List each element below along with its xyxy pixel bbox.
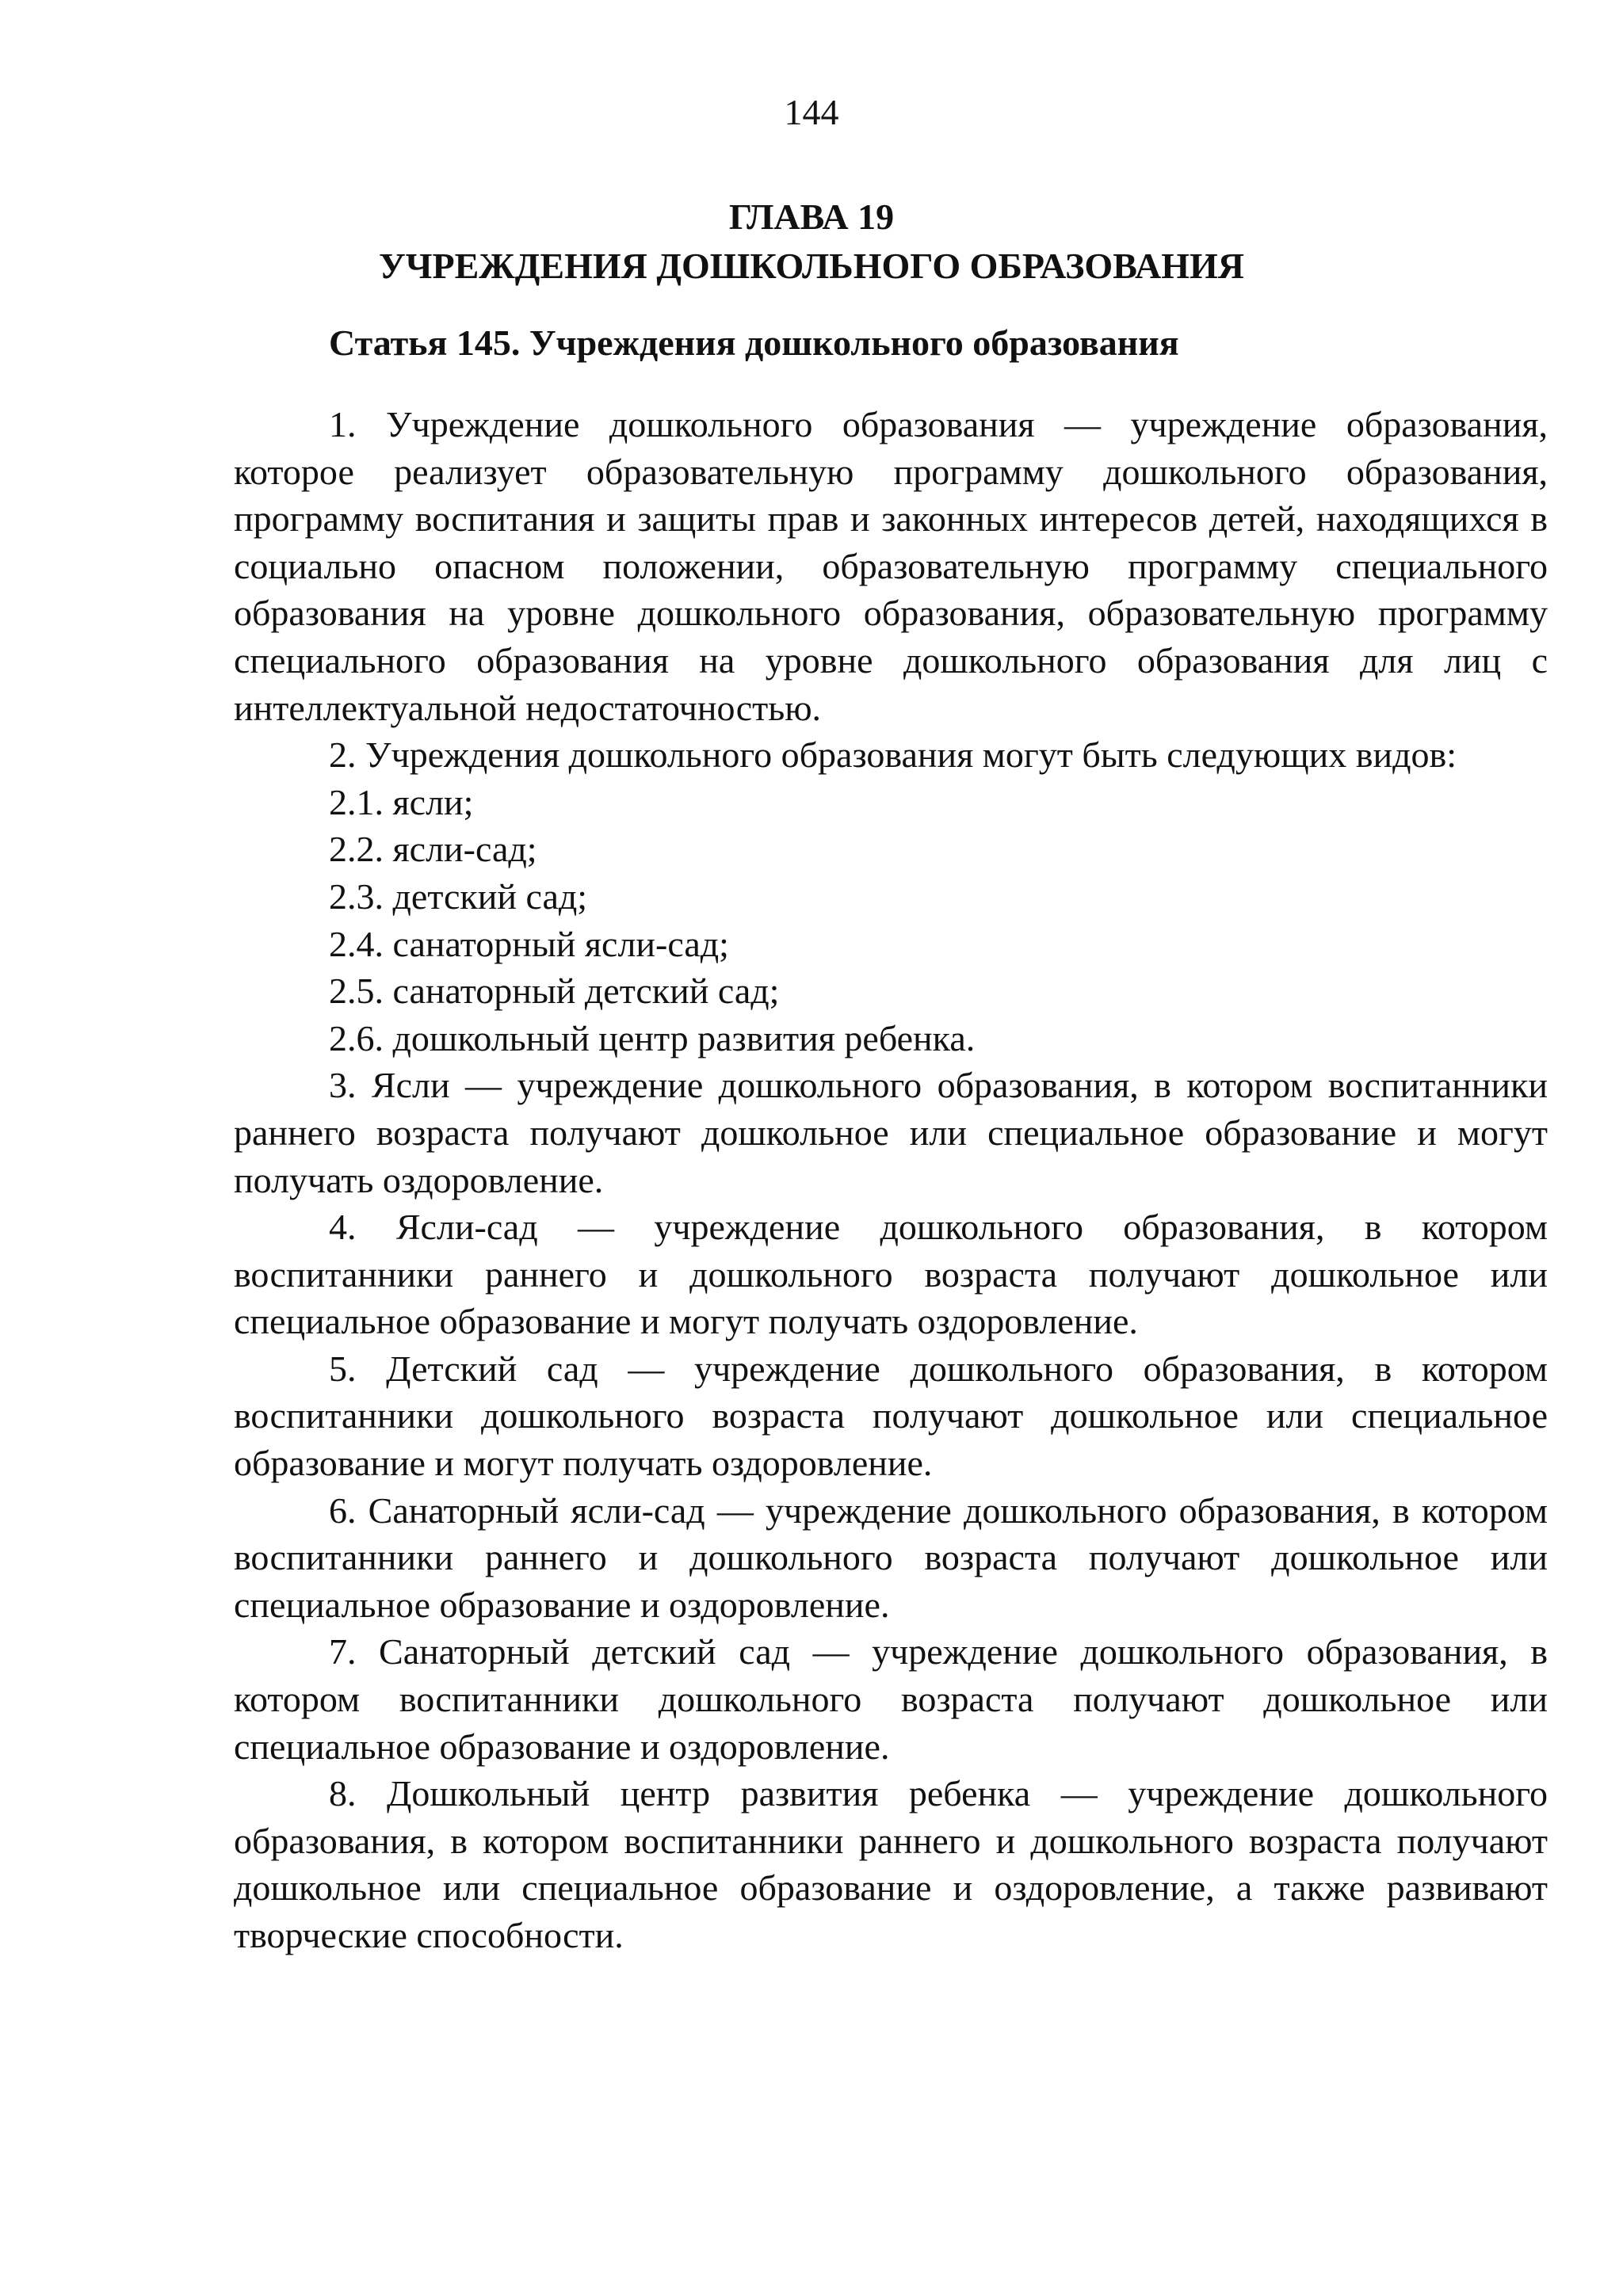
article-title: Статья 145. Учреждения дошкольного образования (329, 322, 1179, 363)
paragraph-7: 7. Санаторный детский сад — учреждение дошкольного образования, в котором воспитанники дошкольного возраста получают дошкольное или специальное образование и оздоровление. (234, 1631, 1548, 1767)
list-item-2-1: 2.1. ясли; (329, 781, 474, 822)
list-item-2-4: 2.4. санаторный ясли-сад; (329, 923, 729, 964)
page-number: 144 (784, 92, 839, 132)
paragraph-5: 5. Детский сад — учреждение дошкольного образования, в котором воспитанники дошкольного возраста получают дошкольное или специальное образование и могут получать оздоровление. (234, 1348, 1548, 1484)
article-body (234, 401, 1548, 1959)
chapter-heading (0, 193, 1623, 291)
list-item-2-2: 2.2. ясли-сад; (329, 829, 537, 870)
paragraph-4: 4. Ясли-сад — учреждение дошкольного образования, в котором воспитанники раннего и дошкольного возраста получают дошкольное или специальное образование и могут получать оздоровление. (234, 1207, 1548, 1342)
chapter-label: ГЛАВА 19 (728, 196, 895, 237)
paragraph-3: 3. Ясли — учреждение дошкольного образования, в котором воспитанники раннего возраста получают дошкольное или специальное образование и могут получать оздоровление. (234, 1065, 1548, 1200)
list-item-2-6: 2.6. дошкольный центр развития ребенка. (329, 1017, 976, 1058)
chapter-title: УЧРЕЖДЕНИЯ ДОШКОЛЬНОГО ОБРАЗОВАНИЯ (378, 246, 1244, 286)
paragraph-6: 6. Санаторный ясли-сад — учреждение дошкольного образования, в котором воспитанники раннего и дошкольного возраста получают дошкольное или специальное образование и оздоровление. (234, 1489, 1548, 1625)
paragraph-2: 2. Учреждения дошкольного образования могут быть следующих видов: (329, 734, 1457, 776)
list-item-2-5: 2.5. санаторный детский сад; (329, 971, 780, 1012)
paragraph-8: 8. Дошкольный центр развития ребенка — учреждение дошкольного образования, в котором воспитанники раннего и дошкольного возраста получают дошкольное или специальное образование и оздоровление, а также развивают творческие способности. (234, 1773, 1548, 1955)
paragraph-1: 1. Учреждение дошкольного образования — учреждение образования, которое реализует образовательную программу дошкольного образования, программу воспитания и защиты прав и законных интересов детей, находящихся в социально опасном положении, образовательную программу специального образования на уровне дошкольного образования, образовательную программу специального образования на уровне дошкольного образования для лиц с интеллектуальной недостаточностью. (234, 404, 1548, 728)
list-item-2-3: 2.3. детский сад; (329, 875, 588, 917)
